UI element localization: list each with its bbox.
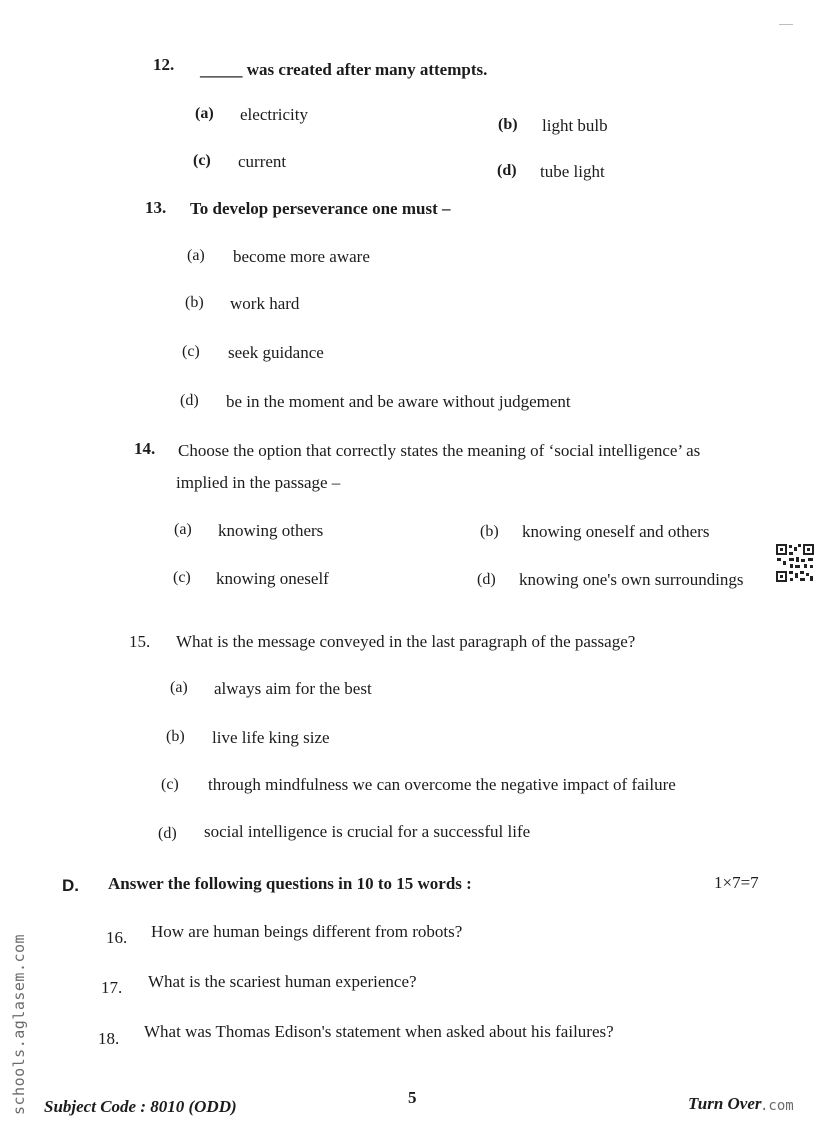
q16-text: How are human beings different from robots?: [151, 922, 463, 941]
section-d-marks: 1×7=7: [714, 873, 759, 892]
footer-turn-over: Turn Over: [688, 1094, 762, 1113]
q13-option-a-label: (a): [187, 247, 205, 264]
q14-option-b-label: (b): [480, 523, 499, 540]
q15-number: 15.: [129, 632, 151, 651]
q13-option-a-text: become more aware: [233, 247, 370, 266]
q14-option-c-text: knowing oneself: [216, 569, 329, 588]
side-watermark: schools.aglasem.com: [10, 933, 28, 1115]
q12-option-c-label: (c): [193, 152, 211, 169]
q17-number: 17.: [101, 978, 123, 997]
q12-option-a-text: electricity: [240, 105, 308, 124]
q18-text: What was Thomas Edison's statement when asked about his failures?: [144, 1022, 614, 1041]
q12-option-c-text: current: [238, 152, 287, 171]
q13-number: 13.: [145, 198, 167, 217]
q14-option-a-text: knowing others: [218, 521, 324, 540]
q13-option-c-text: seek guidance: [228, 343, 324, 362]
bottom-watermark: .com: [760, 1098, 794, 1114]
q16-number: 16.: [106, 928, 128, 947]
q14-number: 14.: [134, 439, 156, 458]
footer-subject-code: Subject Code : 8010 (ODD): [44, 1097, 237, 1116]
q14-option-a-label: (a): [174, 521, 192, 538]
section-d-instruction: Answer the following questions in 10 to 15 words :: [108, 874, 472, 893]
corner-mark: [779, 24, 793, 25]
q12-option-a-label: (a): [195, 105, 214, 122]
q14-option-c-label: (c): [173, 569, 191, 586]
q14-option-b-text: knowing oneself and others: [522, 522, 710, 541]
qr-code-icon: [775, 543, 815, 583]
q15-option-c-text: through mindfulness we can overcome the negative impact of failure: [208, 775, 676, 794]
q18-number: 18.: [98, 1029, 120, 1048]
q13-option-b-text: work hard: [230, 294, 300, 313]
q13-option-b-label: (b): [185, 294, 204, 311]
q12-text: _____ was created after many attempts.: [200, 60, 488, 79]
q15-option-b-text: live life king size: [212, 728, 330, 747]
q14-text-line2: implied in the passage –: [176, 473, 341, 492]
section-d-letter: D.: [62, 876, 79, 895]
q15-option-a-label: (a): [170, 679, 188, 696]
q13-option-d-label: (d): [180, 392, 199, 409]
q15-text: What is the message conveyed in the last paragraph of the passage?: [176, 632, 636, 651]
q13-option-c-label: (c): [182, 343, 200, 360]
q12-option-b-text: light bulb: [542, 116, 608, 135]
q17-text: What is the scariest human experience?: [148, 972, 417, 991]
q15-option-a-text: always aim for the best: [214, 679, 372, 698]
q12-number: 12.: [153, 55, 175, 74]
q12-option-b-label: (b): [498, 116, 518, 133]
q14-option-d-text: knowing one's own surroundings: [519, 570, 744, 589]
q14-text-line1: Choose the option that correctly states the meaning of ‘social intelligence’ as: [178, 441, 701, 460]
q15-option-c-label: (c): [161, 776, 179, 793]
q13-text: To develop perseverance one must –: [190, 199, 451, 218]
q15-option-b-label: (b): [166, 728, 185, 745]
footer-page-number: 5: [408, 1088, 417, 1107]
q13-option-d-text: be in the moment and be aware without judgement: [226, 392, 571, 411]
q12-option-d-text: tube light: [540, 162, 605, 181]
q15-option-d-text: social intelligence is crucial for a successful life: [204, 822, 531, 841]
q15-option-d-label: (d): [158, 825, 177, 842]
q12-option-d-label: (d): [497, 162, 517, 179]
q14-option-d-label: (d): [477, 571, 496, 588]
